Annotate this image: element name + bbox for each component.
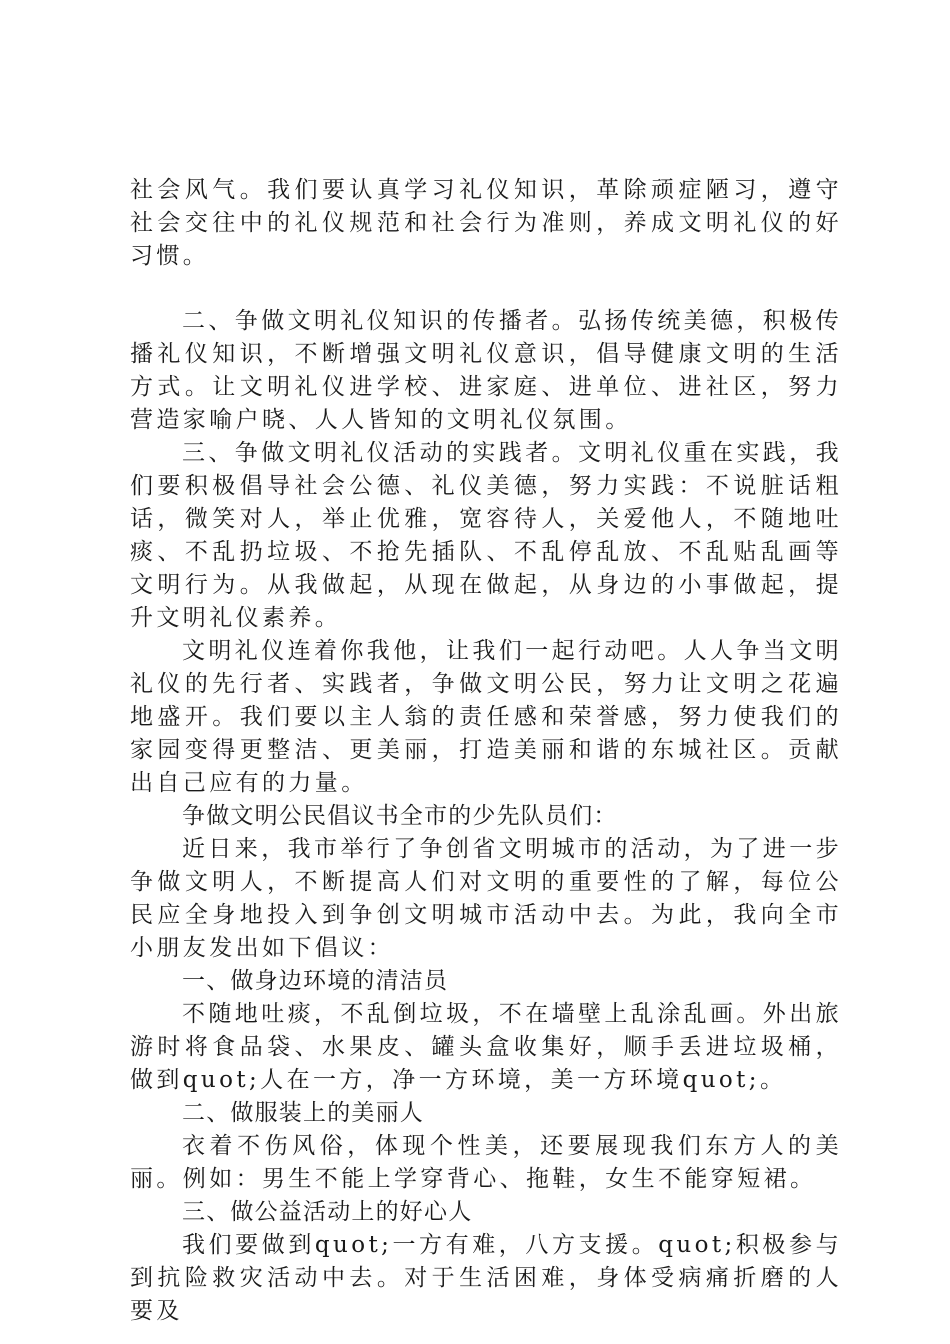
paragraph-attire: 衣着不伤风俗，体现个性美，还要展现我们东方人的美丽。例如：男生不能上学穿背心、拖鞋，女生不能穿短裙。 [130,1133,842,1192]
subheading-charity: 三、做公益活动上的好心人 [182,1199,473,1225]
document-body [130,174,842,1328]
paragraph-point-two: 二、争做文明礼仪知识的传播者。弘扬传统美德，积极传播礼仪知识，不断增强文明礼仪意识，倡导健康文明的生活方式。让文明礼仪进学校、进家庭、进单位、进社区，努力营造家喻户晓、人人皆知的文明礼仪氛围。 [130,308,842,433]
subheading-cleaner: 一、做身边环境的清洁员 [182,968,449,994]
subheading-attire: 二、做服装上的美丽人 [182,1100,424,1126]
paragraph-closing: 文明礼仪连着你我他，让我们一起行动吧。人人争当文明礼仪的先行者、实践者，争做文明公民，努力让文明之花遍地盛开。我们要以主人翁的责任感和荣誉感，努力使我们的家园变得更整洁、更美丽，打造美丽和谐的东城社区。贡献出自己应有的力量。 [130,638,842,796]
section-title: 争做文明公民倡议书全市的少先队员们： [182,803,618,829]
paragraph-charity: 我们要做到quot;一方有难，八方支援。quot;积极参与到抗险救灾活动中去。对于生活困难，身体受病痛折磨的人要及 [130,1232,842,1324]
paragraph-cleaner: 不随地吐痰，不乱倒垃圾，不在墙壁上乱涂乱画。外出旅游时将食品袋、水果皮、罐头盒收集好，顺手丢进垃圾桶，做到quot;人在一方，净一方环境，美一方环境quot;。 [130,1001,842,1093]
paragraph-continuation: 社会风气。我们要认真学习礼仪知识，革除顽症陋习，遵守社会交往中的礼仪规范和社会行为准则，养成文明礼仪的好习惯。 [130,177,842,269]
paragraph-intro: 近日来，我市举行了争创省文明城市的活动，为了进一步争做文明人，不断提高人们对文明的重要性的了解，每位公民应全身地投入到争创文明城市活动中去。为此，我向全市小朋友发出如下倡议： [130,836,842,961]
paragraph-point-three: 三、争做文明礼仪活动的实践者。文明礼仪重在实践，我们要积极倡导社会公德、礼仪美德，努力实践：不说脏话粗话，微笑对人，举止优雅，宽容待人，关爱他人，不随地吐痰、不乱扔垃圾、不抢先插队、不乱停乱放、不乱贴乱画等文明行为。从我做起，从现在做起，从身边的小事做起，提升文明礼仪素养。 [130,440,842,631]
